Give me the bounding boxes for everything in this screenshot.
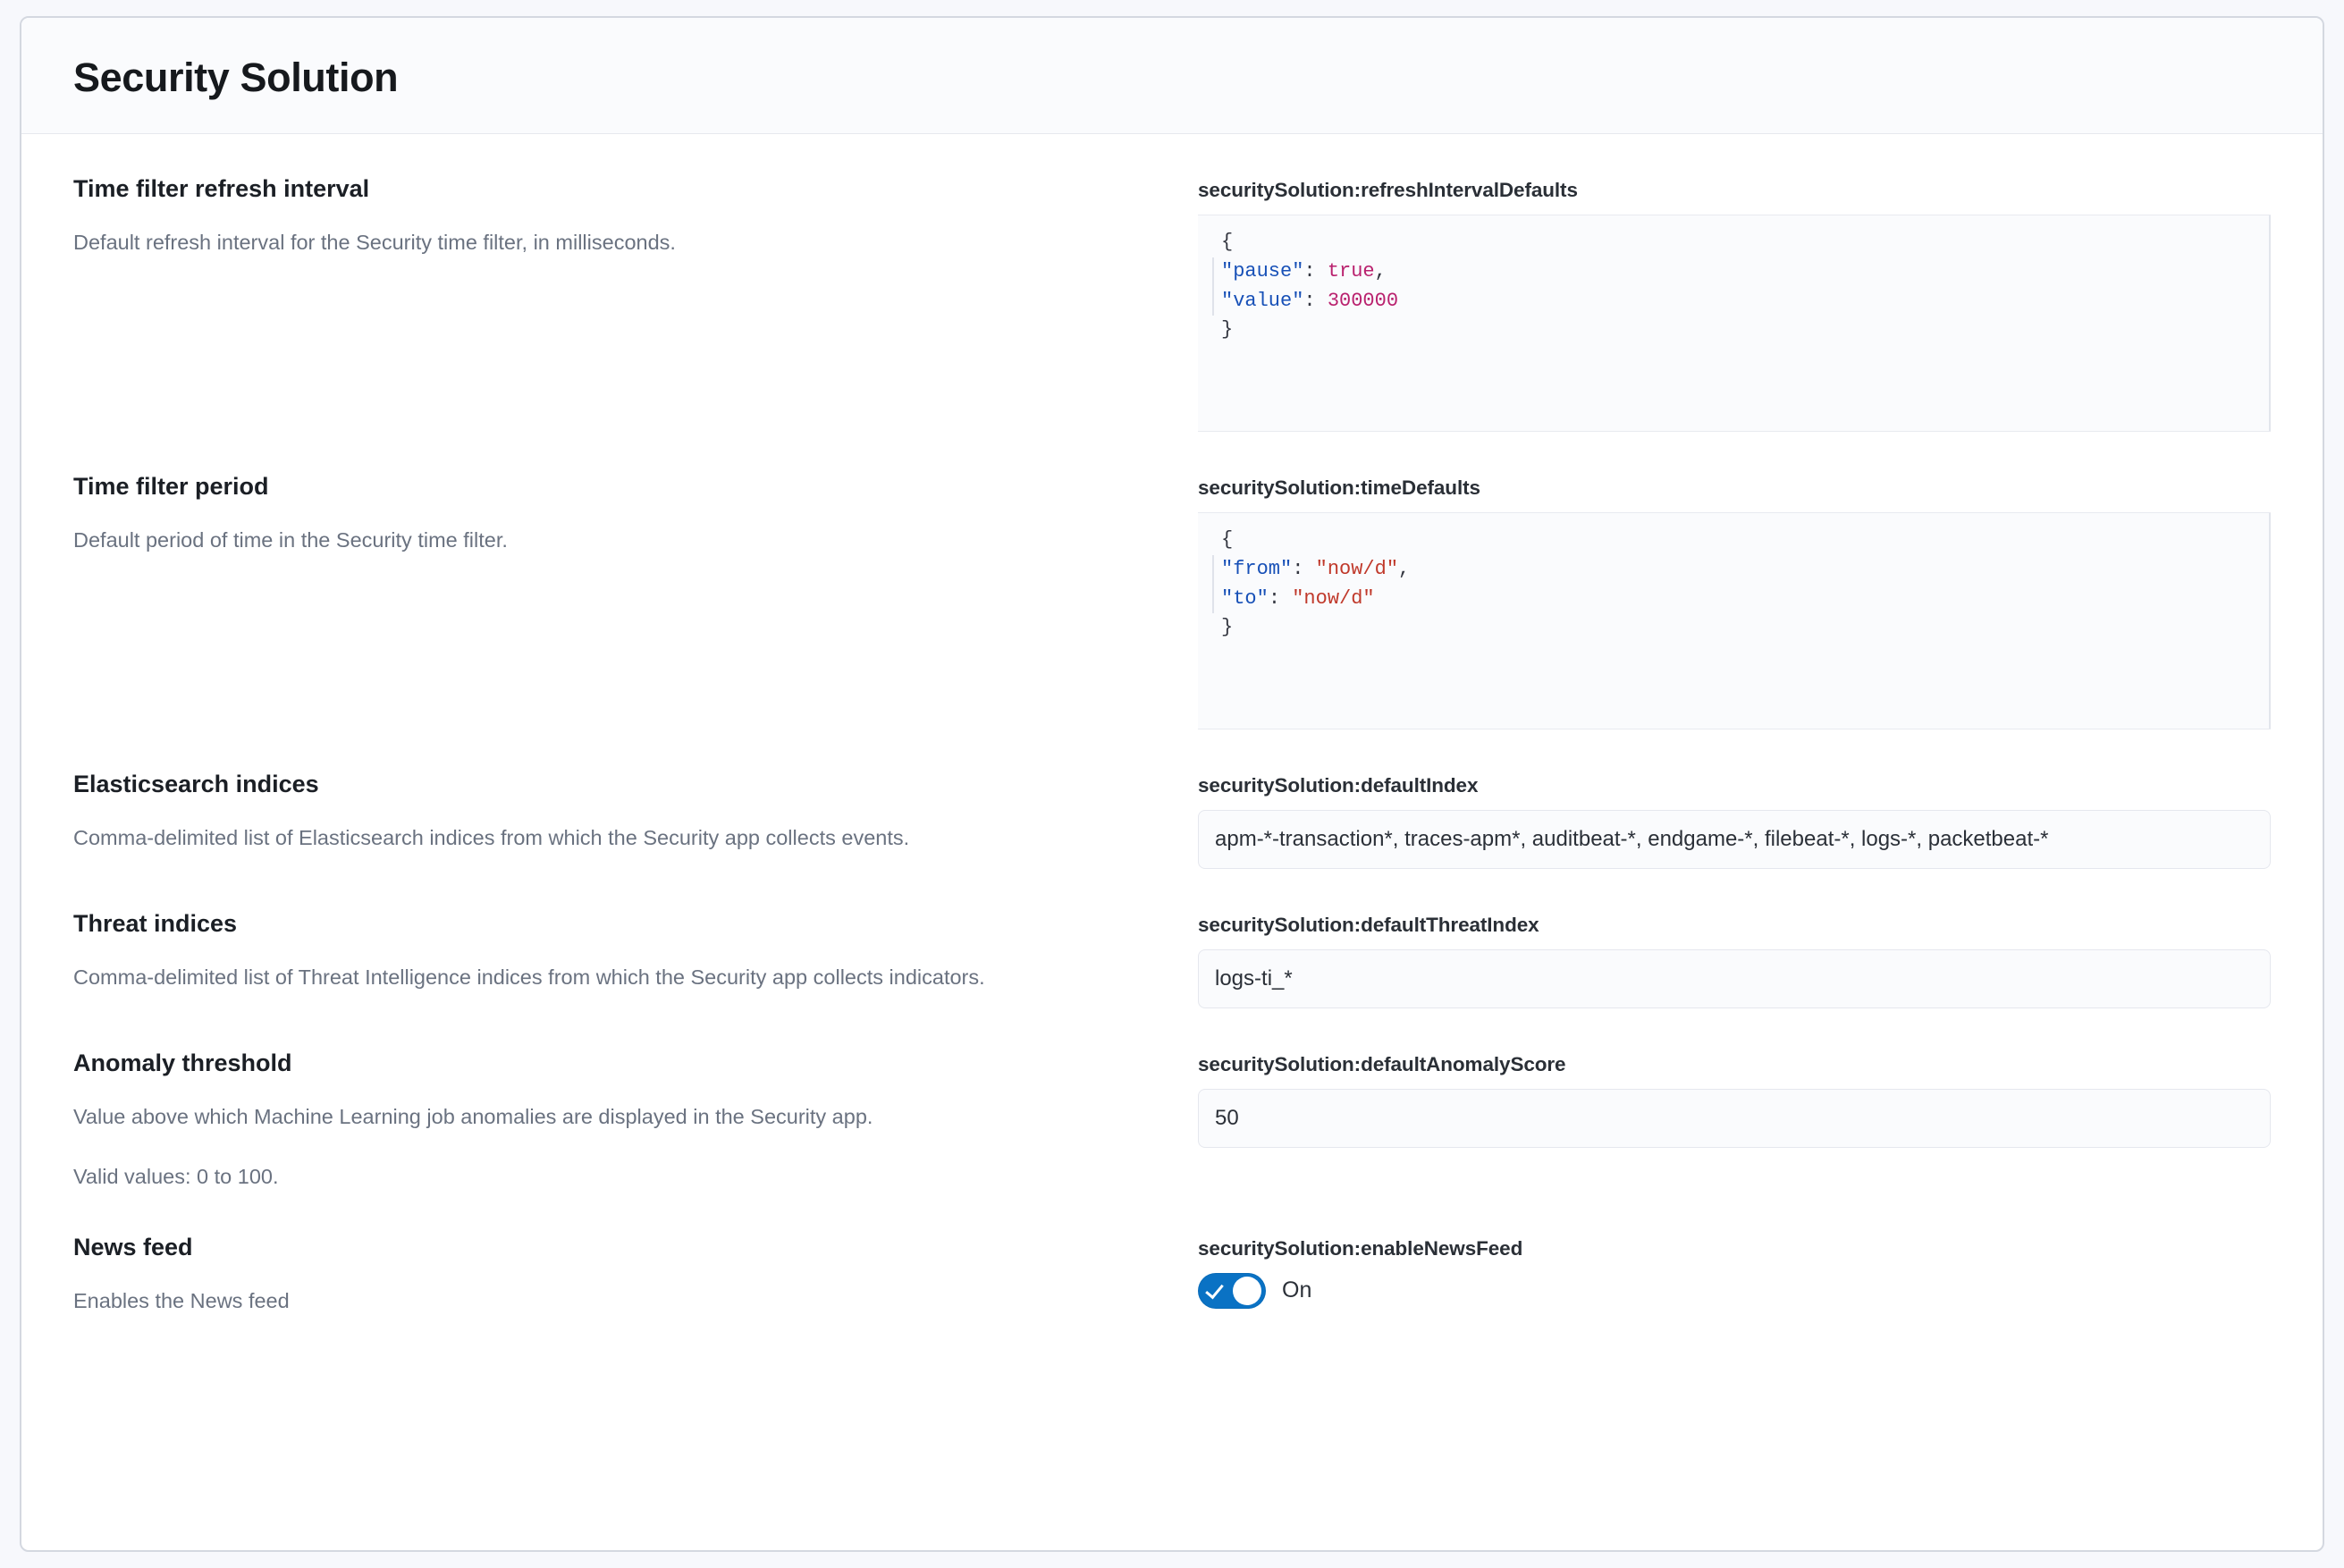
news-feed-toggle-row bbox=[1198, 1273, 2271, 1309]
setting-key: securitySolution:defaultThreatIndex bbox=[1198, 914, 1539, 936]
setting-title: News feed bbox=[73, 1233, 193, 1260]
default-index-input[interactable]: apm-*-transaction*, traces-apm*, auditbeat-*, endgame-*, filebeat-*, logs-*, packetbeat-* bbox=[1198, 810, 2271, 869]
code-token-value: 300000 bbox=[1327, 289, 1399, 312]
setting-description-extra: Valid values: 0 to 100. bbox=[73, 1165, 279, 1189]
setting-row bbox=[73, 432, 2271, 729]
setting-control-block bbox=[1198, 473, 2271, 729]
setting-description-block bbox=[73, 473, 1198, 555]
setting-key: securitySolution:timeDefaults bbox=[1198, 476, 1480, 499]
code-token: } bbox=[1221, 616, 1234, 639]
setting-row bbox=[73, 1008, 2271, 1193]
setting-description-block bbox=[73, 910, 1198, 992]
setting-description-block bbox=[73, 771, 1198, 853]
setting-description-block bbox=[73, 175, 1198, 257]
news-feed-toggle[interactable] bbox=[1198, 1273, 1266, 1309]
setting-description: Comma-delimited list of Threat Intelligence indices from which the Security app collects indicators. bbox=[73, 965, 985, 990]
code-token-key: "to" bbox=[1221, 586, 1269, 610]
setting-row bbox=[73, 869, 2271, 1008]
code-token-value: "now/d" bbox=[1292, 586, 1375, 610]
code-token: } bbox=[1221, 318, 1234, 341]
setting-description: Default period of time in the Security time filter. bbox=[73, 528, 508, 552]
code-line bbox=[1198, 555, 2271, 585]
json-editor[interactable] bbox=[1198, 512, 2271, 729]
setting-control-block bbox=[1198, 175, 2271, 432]
setting-key: securitySolution:defaultAnomalyScore bbox=[1198, 1053, 1566, 1075]
page-title: Security Solution bbox=[73, 55, 399, 100]
setting-key: securitySolution:defaultIndex bbox=[1198, 774, 1479, 797]
settings-window bbox=[20, 16, 2324, 1552]
toggle-knob bbox=[1233, 1277, 1261, 1305]
setting-row bbox=[73, 1193, 2271, 1316]
anomaly-score-input[interactable]: 50 bbox=[1198, 1089, 2271, 1148]
code-token-sep: : bbox=[1268, 586, 1293, 610]
code-token: { bbox=[1221, 528, 1234, 551]
default-threat-index-input[interactable]: logs-ti_* bbox=[1198, 949, 2271, 1008]
code-token-key: "value" bbox=[1221, 289, 1304, 312]
setting-description-block bbox=[73, 1234, 1198, 1316]
code-token-key: "from" bbox=[1221, 557, 1293, 580]
page-header bbox=[21, 18, 2323, 134]
code-line bbox=[1198, 526, 2271, 555]
code-token-value: "now/d" bbox=[1315, 557, 1399, 580]
code-line bbox=[1198, 287, 2271, 316]
setting-title: Elasticsearch indices bbox=[73, 771, 319, 797]
settings-list bbox=[21, 134, 2323, 1316]
json-editor[interactable] bbox=[1198, 215, 2271, 432]
code-token-comma: , bbox=[1398, 557, 1411, 580]
setting-control-block bbox=[1198, 771, 2271, 869]
setting-description: Value above which Machine Learning job anomalies are displayed in the Security app. bbox=[73, 1105, 873, 1129]
setting-description: Enables the News feed bbox=[73, 1288, 290, 1312]
code-line bbox=[1198, 316, 2271, 345]
code-token-value: true bbox=[1327, 259, 1375, 282]
code-token: { bbox=[1221, 231, 1234, 253]
code-line bbox=[1198, 585, 2271, 614]
setting-description: Comma-delimited list of Elasticsearch indices from which the Security app collects events. bbox=[73, 826, 910, 850]
setting-control-block bbox=[1198, 910, 2271, 1008]
setting-description: Default refresh interval for the Security time filter, in milliseconds. bbox=[73, 231, 676, 255]
setting-description-block bbox=[73, 1050, 1198, 1193]
setting-title: Threat indices bbox=[73, 910, 238, 937]
code-token-key: "pause" bbox=[1221, 259, 1304, 282]
code-token-comma: , bbox=[1374, 259, 1387, 282]
setting-row bbox=[73, 729, 2271, 869]
check-icon bbox=[1205, 1279, 1224, 1299]
toggle-state-label: On bbox=[1282, 1277, 1312, 1303]
code-token-sep: : bbox=[1292, 557, 1316, 580]
code-line bbox=[1198, 613, 2271, 643]
setting-title: Time filter period bbox=[73, 473, 269, 500]
code-line bbox=[1198, 228, 2271, 257]
code-token-sep: : bbox=[1303, 259, 1328, 282]
setting-key: securitySolution:refreshIntervalDefaults bbox=[1198, 179, 1578, 201]
code-token-sep: : bbox=[1303, 289, 1328, 312]
setting-title: Time filter refresh interval bbox=[73, 175, 370, 202]
code-line bbox=[1198, 257, 2271, 287]
setting-row bbox=[73, 134, 2271, 432]
setting-title: Anomaly threshold bbox=[73, 1050, 292, 1076]
setting-control-block bbox=[1198, 1050, 2271, 1148]
setting-control-block bbox=[1198, 1234, 2271, 1309]
setting-key: securitySolution:enableNewsFeed bbox=[1198, 1236, 1523, 1260]
